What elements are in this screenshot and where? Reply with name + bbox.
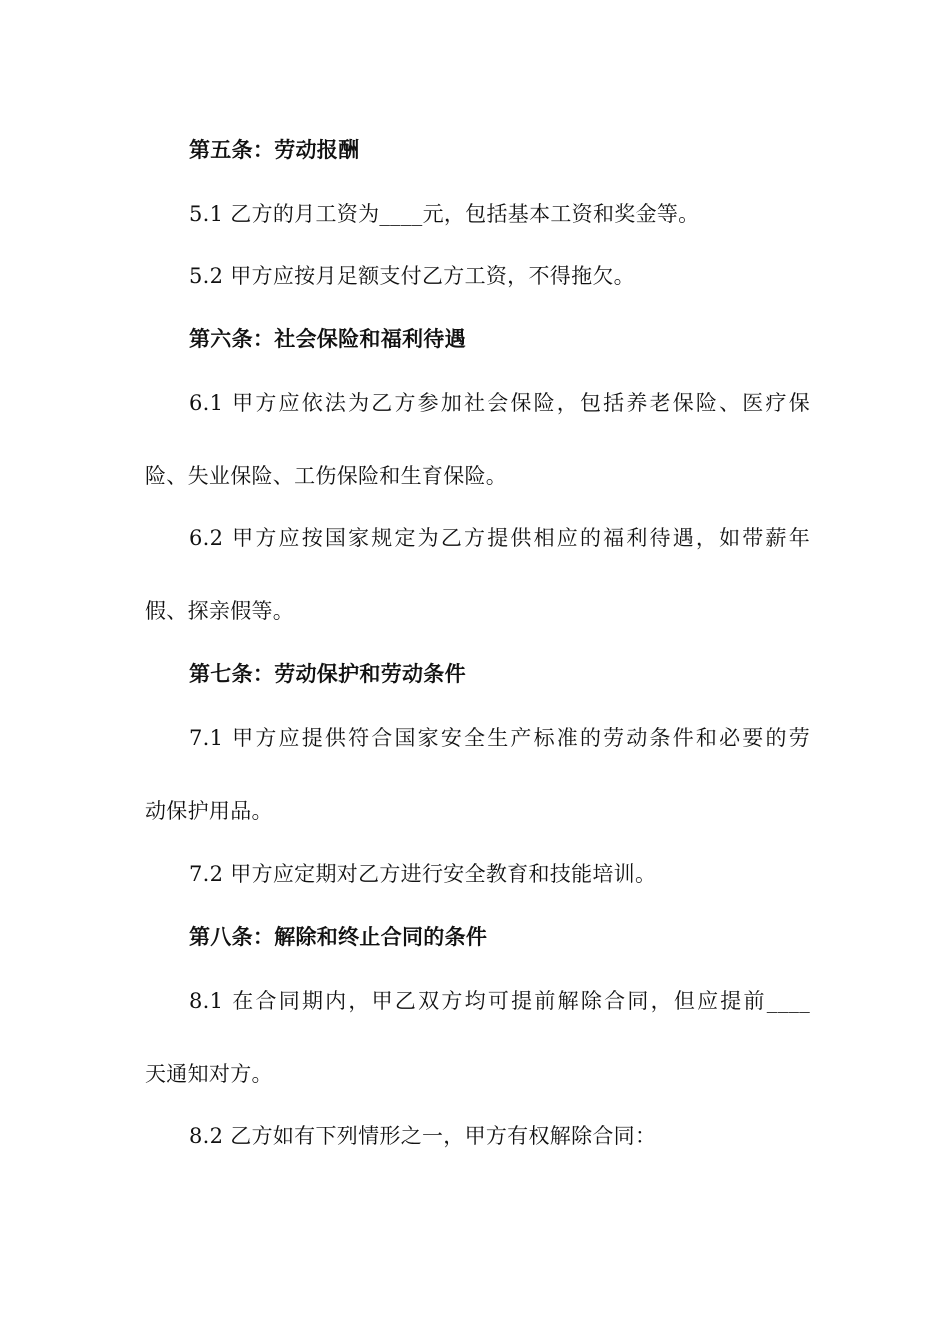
section-heading-5: 第五条：劳动报酬 — [189, 138, 360, 162]
clause-8-1-line-1: 8.1 在合同期内，甲乙双方均可提前解除合同，但应提前____ — [189, 989, 810, 1013]
clause-7-1-line-2: 动保护用品。 — [145, 799, 273, 823]
clause-6-1-line-1: 6.1 甲方应依法为乙方参加社会保险，包括养老保险、医疗保 — [189, 391, 810, 415]
clause-5-2: 5.2 甲方应按月足额支付乙方工资，不得拖欠。 — [189, 264, 635, 288]
clause-7-1-line-1: 7.1 甲方应提供符合国家安全生产标准的劳动条件和必要的劳 — [189, 726, 810, 750]
clause-5-1: 5.1 乙方的月工资为____元，包括基本工资和奖金等。 — [189, 202, 700, 226]
section-heading-8: 第八条：解除和终止合同的条件 — [189, 925, 488, 949]
clause-7-2: 7.2 甲方应定期对乙方进行安全教育和技能培训。 — [189, 862, 657, 886]
clause-6-2-line-1: 6.2 甲方应按国家规定为乙方提供相应的福利待遇，如带薪年 — [189, 526, 810, 550]
clause-6-2-line-2: 假、探亲假等。 — [145, 599, 295, 623]
clause-8-1-line-2: 天通知对方。 — [145, 1062, 273, 1086]
section-heading-6: 第六条：社会保险和福利待遇 — [189, 327, 466, 351]
section-heading-7: 第七条：劳动保护和劳动条件 — [189, 662, 466, 686]
clause-8-2: 8.2 乙方如有下列情形之一，甲方有权解除合同： — [189, 1124, 657, 1148]
clause-6-1-line-2: 险、失业保险、工伤保险和生育保险。 — [145, 464, 508, 488]
